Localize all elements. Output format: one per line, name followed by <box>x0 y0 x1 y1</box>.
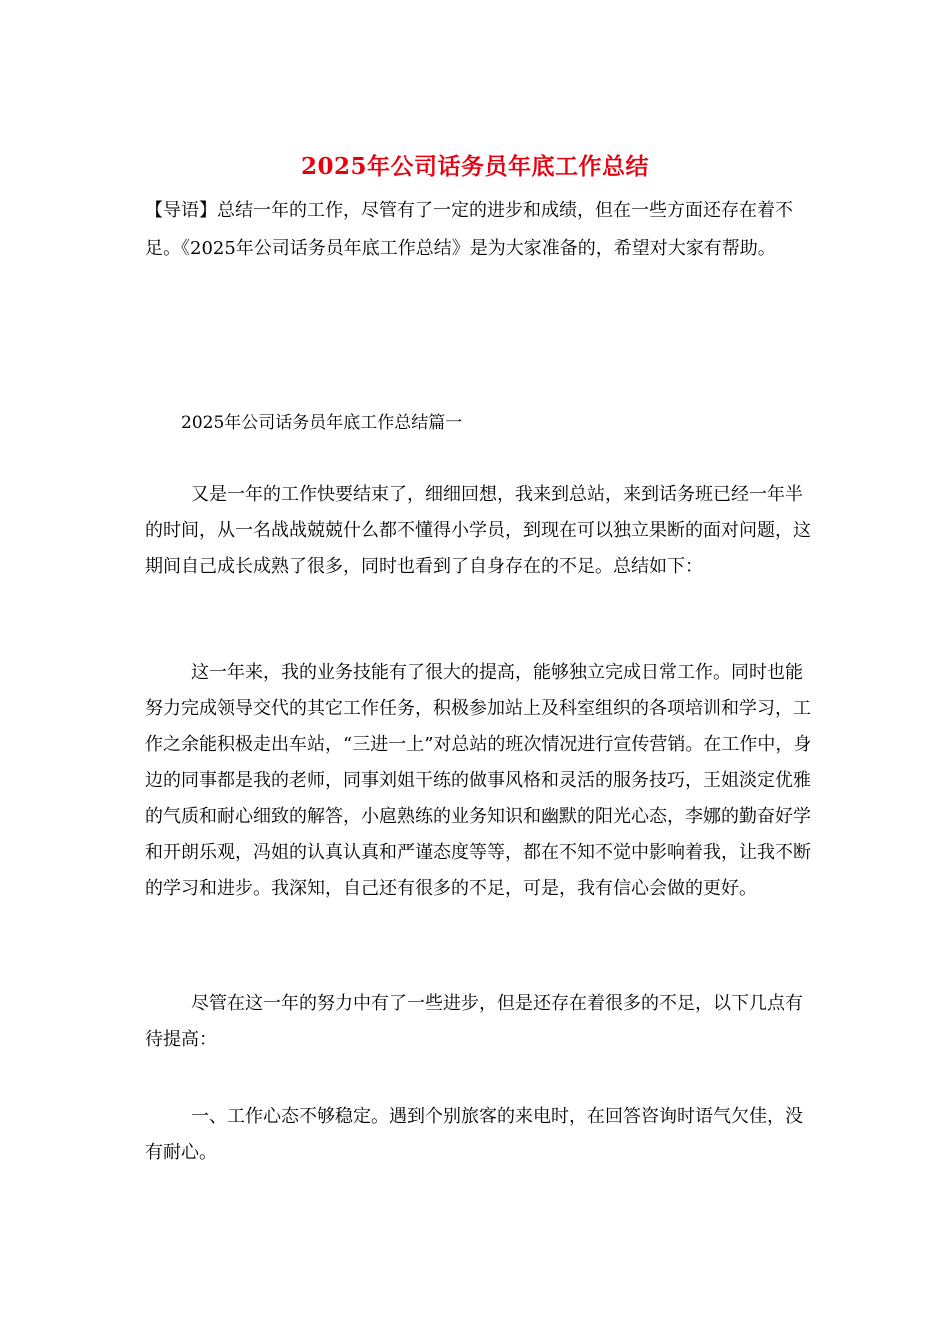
body-paragraph-3: 尽管在这一年的努力中有了一些进步，但是还存在着很多的不足，以下几点有待提高： <box>145 993 803 1050</box>
body-paragraph-1: 又是一年的工作快要结束了，细细回想，我来到总站，来到话务班已经一年半的时间，从一名战战兢兢什么都不懂得小学员，到现在可以独立果断的面对问题，这期间自己成长成熟了很多，同时也看到了自身存在的不足。总结如下： <box>145 484 811 577</box>
document-title: 2025年公司话务员年底工作总结 <box>300 153 649 180</box>
intro-paragraph: 【导语】总结一年的工作，尽管有了一定的进步和成绩，但在一些方面还存在着不足。《2025年公司话务员年底工作总结》是为大家准备的，希望对大家有帮助。 <box>145 200 793 259</box>
section-heading: 2025年公司话务员年底工作总结篇一 <box>181 413 463 433</box>
body-paragraph-4: 一、工作心态不够稳定。遇到个别旅客的来电时，在回答咨询时语气欠佳，没有耐心。 <box>145 1106 803 1163</box>
body-paragraph-2: 这一年来，我的业务技能有了很大的提高，能够独立完成日常工作。同时也能努力完成领导交代的其它工作任务，积极参加站上及科室组织的各项培训和学习，工作之余能积极走出车站，“三进一上”对总站的班次情况进行宣传营销。在工作中，身边的同事都是我的老师，同事刘姐干练的做事风格和灵活的服务技巧，王姐淡定优雅的气质和耐心细致的解答，小扈熟练的业务知识和幽默的阳光心态，李娜的勤奋好学和开朗乐观，冯姐的认真认真和严谨态度等等，都在不知不觉中影响着我，让我不断的学习和进步。我深知，自己还有很多的不足，可是，我有信心会做的更好。 <box>145 662 812 899</box>
